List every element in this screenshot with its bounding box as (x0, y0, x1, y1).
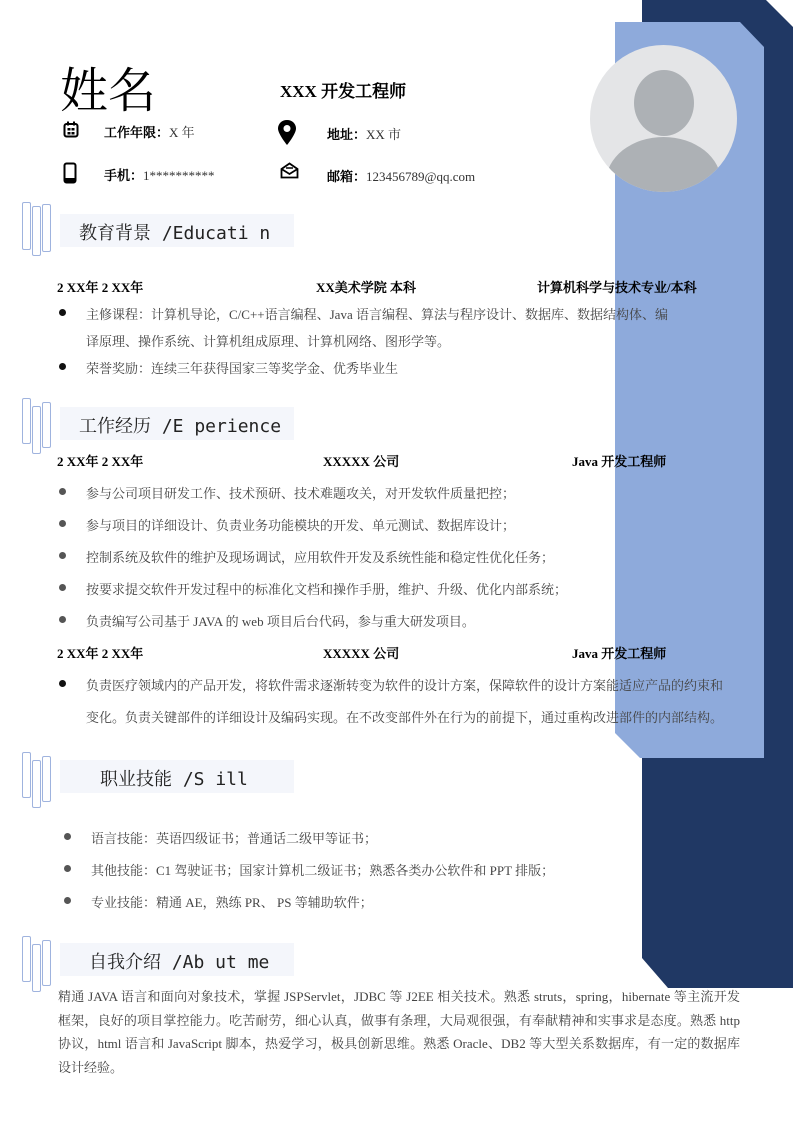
list-item: 主修课程：计算机导论，C/C++语言编程、Java 语言编程、算法与程序设计、数据库、数据结构体、编 (86, 307, 668, 322)
bullet (64, 897, 71, 904)
location-pin-icon (277, 119, 297, 146)
list-item: 其他技能：C1 驾驶证书；国家计算机二级证书；熟悉各类办公软件和 PPT 排版； (91, 863, 555, 878)
job-company: XXXXX 公司 (323, 646, 400, 661)
list-item: 负责编写公司基于 JAVA 的 web 项目后台代码，参与重大研发项目。 (86, 614, 475, 629)
calendar-icon (63, 121, 79, 138)
section-decor (22, 936, 62, 992)
about-title: 自我介绍 /Ab ut me (89, 952, 270, 973)
address: 地址：XX 市 (327, 127, 402, 142)
edu-school: XX美术学院 本科 (316, 280, 417, 295)
list-item: 参与项目的详细设计、负责业务功能模块的开发、单元测试、数据库设计； (86, 518, 516, 533)
work-years: 工作年限：X 年 (104, 125, 195, 140)
bullet (59, 309, 66, 316)
skills-title: 职业技能 /S ill (100, 769, 248, 790)
section-decor (22, 202, 62, 258)
list-item: 语言技能：英语四级证书；普通话二级甲等证书； (91, 831, 378, 846)
job-title: XXX 开发工程师 (280, 82, 407, 101)
bullet (59, 616, 66, 623)
bullet (59, 488, 66, 495)
list-item: 专业技能：精通 AE，熟练 PR、 PS 等辅助软件； (91, 895, 373, 910)
name: 姓名 (60, 63, 157, 119)
phone: 手机：1********** (104, 168, 215, 183)
job-company: XXXXX 公司 (323, 454, 400, 469)
bullet (59, 520, 66, 527)
about-text: 精通 JAVA 语言和面向对象技术，掌握 JSPServlet，JDBC 等 J2EE 相关技术。熟悉 struts，spring，hibernate 等主流开发框架，良好的项目掌控能力。吃苦耐劳，细心认真，做事有条理，大局观很强，有奉献精神和实事求是态度。熟悉 http 协议，html 语言和 JavaScript 脚本，热爱学习，极具创新思维。熟悉 Oracle、DB2 等大型关系数据库，有一定的数据库设计经验。 (58, 989, 740, 1075)
education-title: 教育背景 /Educati n (79, 223, 271, 244)
email: 邮箱：123456789@qq.com (327, 169, 476, 184)
bullet (59, 552, 66, 559)
list-item: 负责医疗领域内的产品开发，将软件需求逐渐转变为软件的设计方案，保障软件的设计方案能适应产品的约束和 (86, 678, 724, 693)
list-item: 译原理、操作系统、计算机组成原理、计算机网络、图形学等。 (86, 334, 451, 349)
job-date: 2 XX年 2 XX年 (57, 646, 144, 661)
edu-major: 计算机科学与技术专业/本科 (537, 280, 697, 295)
bullet (64, 865, 71, 872)
work-title: 工作经历 /E perience (79, 416, 282, 437)
list-item: 按要求提交软件开发过程中的标准化文档和操作手册，维护、升级、优化内部系统； (86, 582, 568, 597)
job-position: Java 开发工程师 (572, 454, 667, 469)
list-item: 变化。负责关键部件的详细设计及编码实现。在不改变部件外在行为的前提下，通过重构改进部件的内部结构。 (86, 710, 724, 725)
section-decor (22, 752, 62, 808)
bullet (64, 833, 71, 840)
avatar (590, 45, 737, 192)
phone-icon (63, 162, 77, 184)
mail-icon (280, 162, 299, 179)
edu-date: 2 XX年 2 XX年 (57, 280, 144, 295)
list-item: 参与公司项目研发工作、技术预研、技术难题攻关，对开发软件质量把控； (86, 486, 516, 501)
job-position: Java 开发工程师 (572, 646, 667, 661)
list-item: 荣誉奖励：连续三年获得国家三等奖学金、优秀毕业生 (86, 361, 399, 376)
bullet (59, 680, 66, 687)
bullet (59, 584, 66, 591)
bullet (59, 363, 66, 370)
section-decor (22, 398, 62, 454)
job-date: 2 XX年 2 XX年 (57, 454, 144, 469)
list-item: 控制系统及软件的维护及现场调试，应用软件开发及系统性能和稳定性优化任务； (86, 550, 555, 565)
